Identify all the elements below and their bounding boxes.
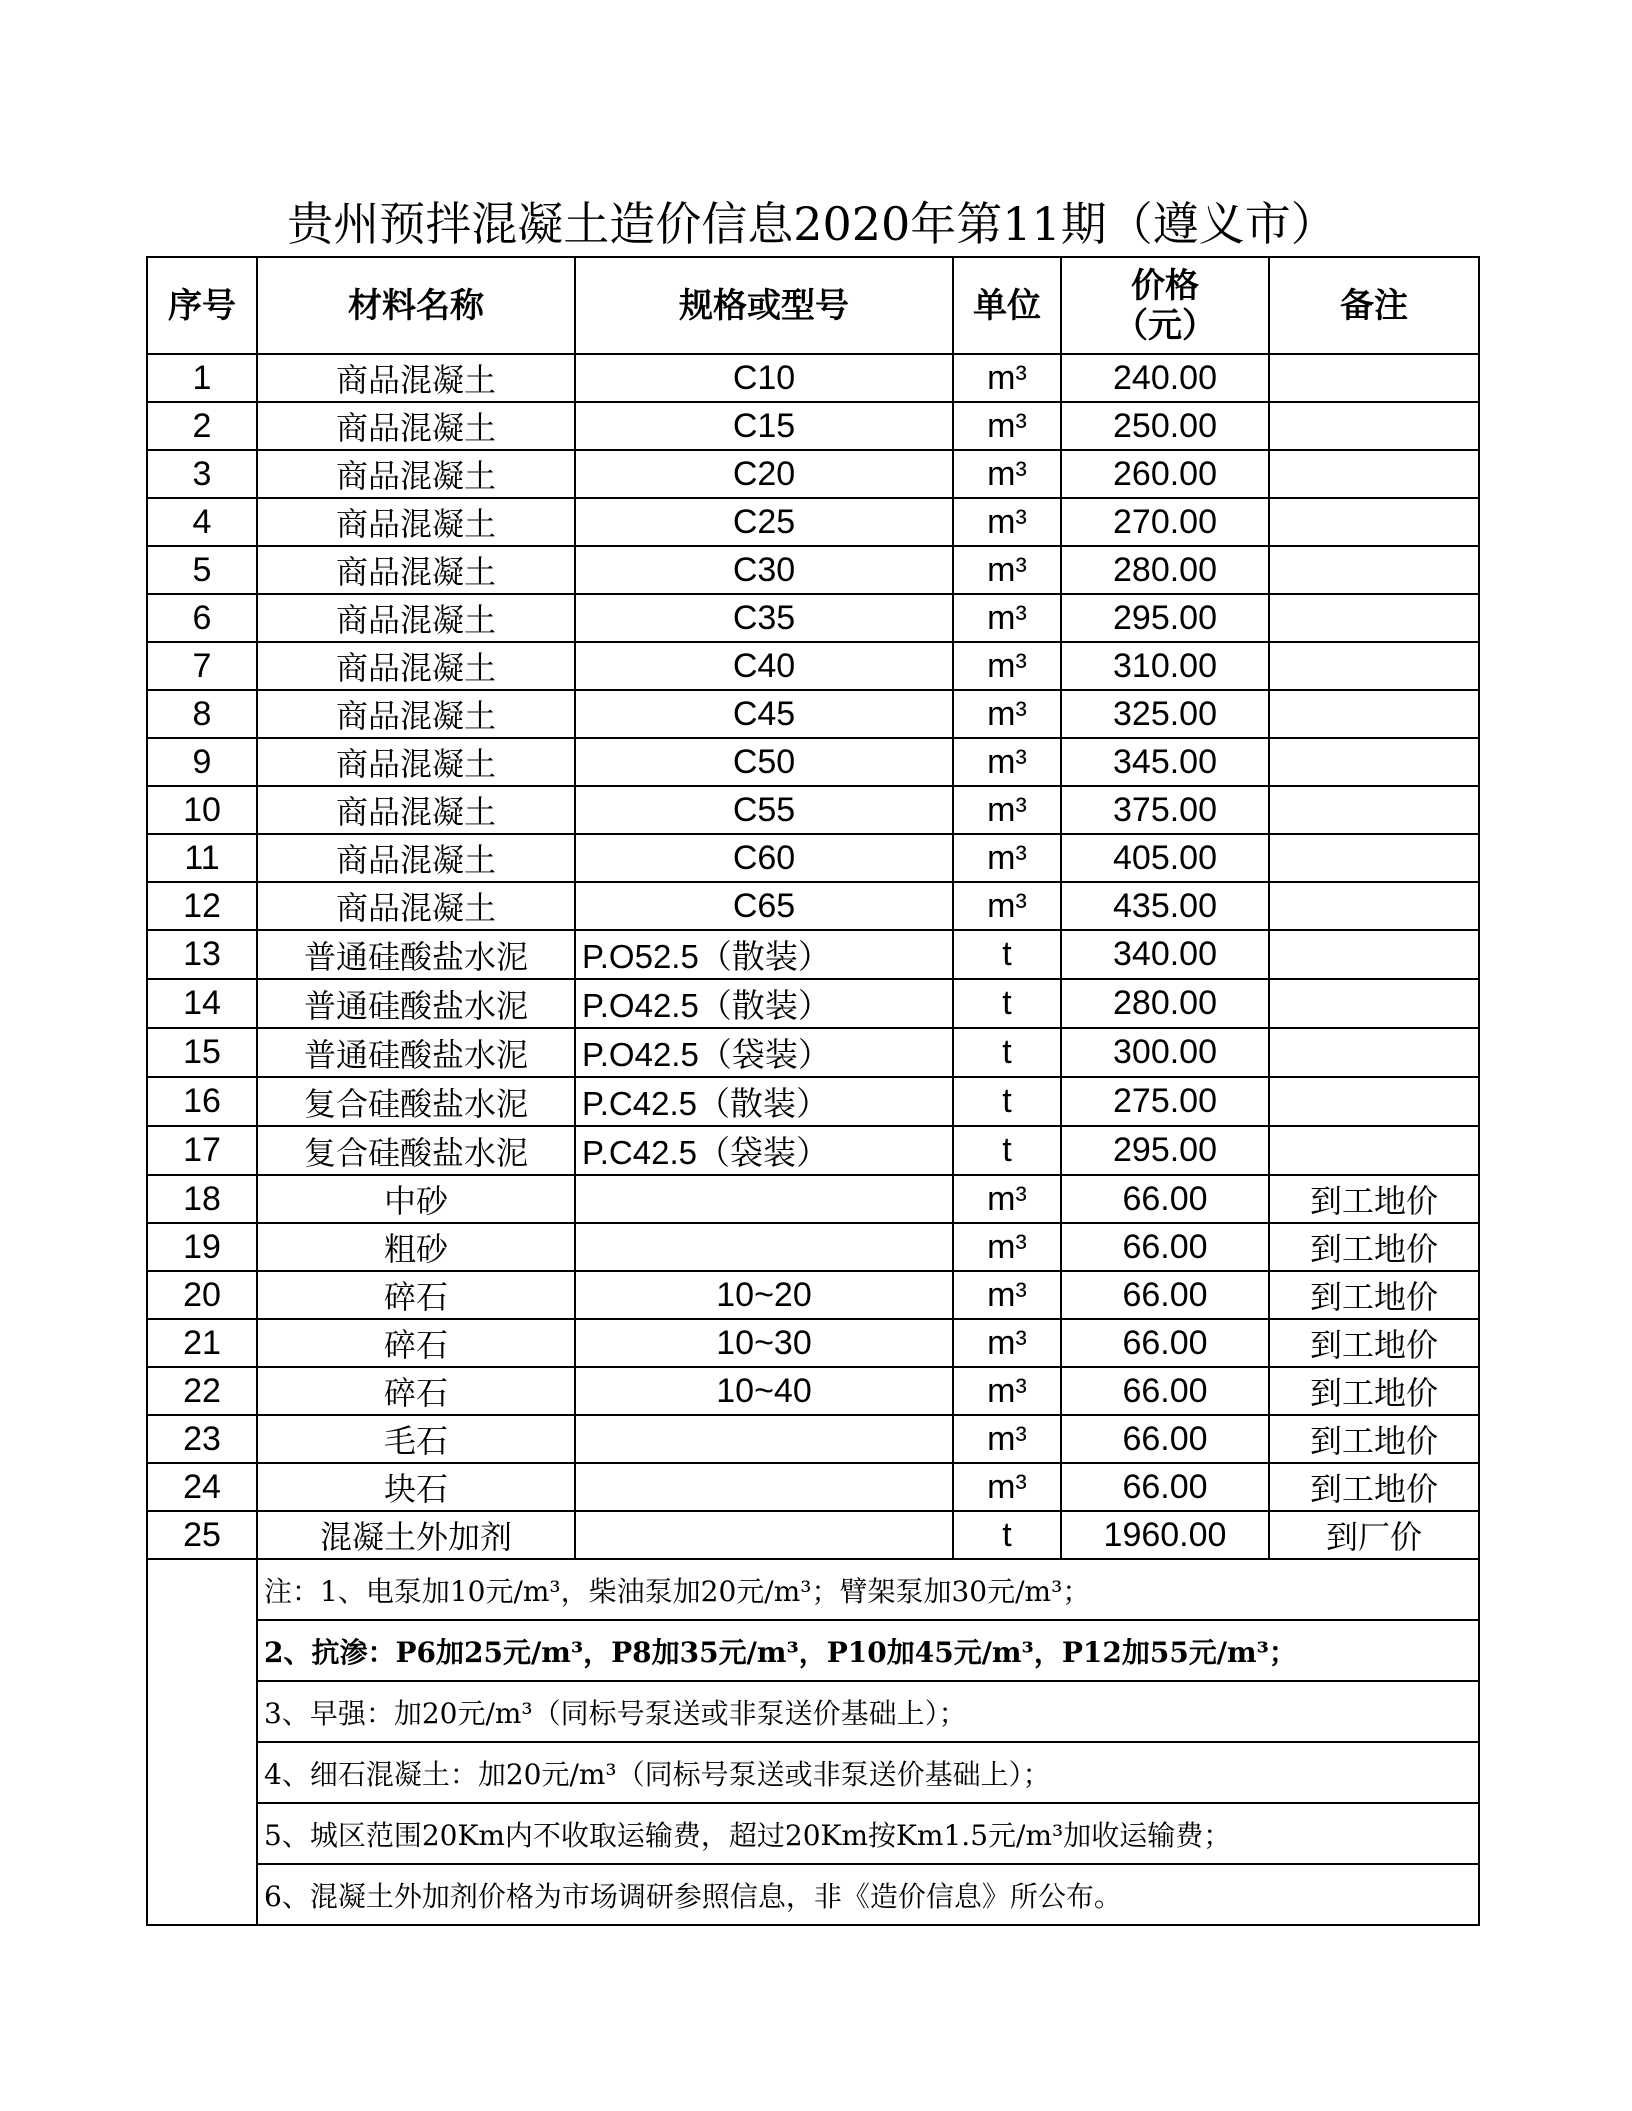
table-row xyxy=(147,1077,1479,1126)
header-remark: 备注 xyxy=(1269,257,1479,354)
cell-seq: 9 xyxy=(147,738,257,786)
header-unit: 单位 xyxy=(953,257,1061,354)
cell-spec: C50 xyxy=(575,738,953,786)
cell-remark xyxy=(1269,979,1479,1028)
cell-price: 66.00 xyxy=(1061,1319,1269,1367)
cell-name: 普通硅酸盐水泥 xyxy=(257,1028,575,1077)
cell-seq: 4 xyxy=(147,498,257,546)
cell-spec xyxy=(575,1511,953,1559)
table-body xyxy=(147,354,1479,1925)
cell-remark xyxy=(1269,1028,1479,1077)
cell-remark xyxy=(1269,738,1479,786)
table-row xyxy=(147,834,1479,882)
cell-name: 商品混凝土 xyxy=(257,690,575,738)
cell-price: 66.00 xyxy=(1061,1367,1269,1415)
cell-unit: m³ xyxy=(953,882,1061,930)
cell-price: 66.00 xyxy=(1061,1175,1269,1223)
cell-price: 66.00 xyxy=(1061,1415,1269,1463)
table-row xyxy=(147,450,1479,498)
cell-seq: 14 xyxy=(147,979,257,1028)
cell-remark xyxy=(1269,1126,1479,1175)
cell-name: 粗砂 xyxy=(257,1223,575,1271)
cell-unit: m³ xyxy=(953,594,1061,642)
cell-seq: 25 xyxy=(147,1511,257,1559)
cell-unit: m³ xyxy=(953,1415,1061,1463)
table-row xyxy=(147,1415,1479,1463)
cell-price: 260.00 xyxy=(1061,450,1269,498)
cell-seq: 2 xyxy=(147,402,257,450)
table-row xyxy=(147,594,1479,642)
cell-name: 商品混凝土 xyxy=(257,738,575,786)
cell-name: 商品混凝土 xyxy=(257,594,575,642)
cell-seq: 23 xyxy=(147,1415,257,1463)
note-row xyxy=(147,1742,1479,1803)
cell-unit: m³ xyxy=(953,834,1061,882)
cell-remark xyxy=(1269,354,1479,402)
note-row xyxy=(147,1620,1479,1681)
cell-seq: 10 xyxy=(147,786,257,834)
cell-price: 66.00 xyxy=(1061,1271,1269,1319)
cell-spec: P.C42.5（散装） xyxy=(575,1077,953,1126)
cell-spec: P.O42.5（袋装） xyxy=(575,1028,953,1077)
table-row xyxy=(147,1223,1479,1271)
cell-price: 270.00 xyxy=(1061,498,1269,546)
cell-seq: 24 xyxy=(147,1463,257,1511)
cell-unit: m³ xyxy=(953,690,1061,738)
cell-remark: 到工地价 xyxy=(1269,1223,1479,1271)
cell-unit: t xyxy=(953,930,1061,979)
note-row xyxy=(147,1681,1479,1742)
cell-spec xyxy=(575,1223,953,1271)
table-header-row xyxy=(147,257,1479,354)
cell-spec: C25 xyxy=(575,498,953,546)
table-row xyxy=(147,882,1479,930)
note-text: 4、细石混凝土：加20元/m³（同标号泵送或非泵送价基础上）； xyxy=(257,1742,1479,1803)
cell-seq: 5 xyxy=(147,546,257,594)
cell-price: 66.00 xyxy=(1061,1223,1269,1271)
cell-remark xyxy=(1269,642,1479,690)
table-row xyxy=(147,1367,1479,1415)
cell-seq: 8 xyxy=(147,690,257,738)
cell-unit: m³ xyxy=(953,738,1061,786)
table-row xyxy=(147,1319,1479,1367)
cell-unit: t xyxy=(953,979,1061,1028)
cell-spec: C10 xyxy=(575,354,953,402)
cell-spec: C45 xyxy=(575,690,953,738)
cell-unit: t xyxy=(953,1077,1061,1126)
cell-remark xyxy=(1269,594,1479,642)
cell-price: 280.00 xyxy=(1061,546,1269,594)
cell-name: 毛石 xyxy=(257,1415,575,1463)
table-row xyxy=(147,1271,1479,1319)
cell-seq: 20 xyxy=(147,1271,257,1319)
cell-seq: 16 xyxy=(147,1077,257,1126)
cell-spec: C15 xyxy=(575,402,953,450)
cell-name: 普通硅酸盐水泥 xyxy=(257,930,575,979)
header-price-line2: （元） xyxy=(1114,305,1216,346)
cell-unit: m³ xyxy=(953,1271,1061,1319)
table-row xyxy=(147,930,1479,979)
header-price xyxy=(1061,257,1269,354)
header-seq: 序号 xyxy=(147,257,257,354)
cell-seq: 18 xyxy=(147,1175,257,1223)
table-row xyxy=(147,402,1479,450)
cell-seq: 12 xyxy=(147,882,257,930)
cell-name: 混凝土外加剂 xyxy=(257,1511,575,1559)
cell-seq: 21 xyxy=(147,1319,257,1367)
cell-spec: P.O42.5（散装） xyxy=(575,979,953,1028)
cell-seq: 11 xyxy=(147,834,257,882)
table-row xyxy=(147,786,1479,834)
cell-unit: m³ xyxy=(953,786,1061,834)
cell-spec xyxy=(575,1415,953,1463)
cell-seq: 22 xyxy=(147,1367,257,1415)
table-row xyxy=(147,1463,1479,1511)
cell-spec: P.C42.5（袋装） xyxy=(575,1126,953,1175)
cell-remark xyxy=(1269,1077,1479,1126)
cell-price: 375.00 xyxy=(1061,786,1269,834)
header-name: 材料名称 xyxy=(257,257,575,354)
cell-spec: C65 xyxy=(575,882,953,930)
table-row xyxy=(147,1175,1479,1223)
cell-spec xyxy=(575,1463,953,1511)
cell-seq: 15 xyxy=(147,1028,257,1077)
cell-unit: t xyxy=(953,1028,1061,1077)
cell-seq: 17 xyxy=(147,1126,257,1175)
cell-remark xyxy=(1269,546,1479,594)
cell-unit: m³ xyxy=(953,450,1061,498)
table-row xyxy=(147,1126,1479,1175)
cell-unit: t xyxy=(953,1126,1061,1175)
cell-price: 340.00 xyxy=(1061,930,1269,979)
cell-name: 商品混凝土 xyxy=(257,882,575,930)
cell-unit: m³ xyxy=(953,1319,1061,1367)
cell-remark xyxy=(1269,930,1479,979)
cell-price: 300.00 xyxy=(1061,1028,1269,1077)
cell-unit: m³ xyxy=(953,402,1061,450)
price-table xyxy=(146,256,1480,1926)
table-row xyxy=(147,979,1479,1028)
cell-price: 240.00 xyxy=(1061,354,1269,402)
cell-name: 商品混凝土 xyxy=(257,546,575,594)
note-row xyxy=(147,1559,1479,1620)
cell-remark: 到工地价 xyxy=(1269,1463,1479,1511)
cell-unit: m³ xyxy=(953,498,1061,546)
cell-remark: 到工地价 xyxy=(1269,1367,1479,1415)
table-row xyxy=(147,546,1479,594)
cell-remark xyxy=(1269,402,1479,450)
cell-spec: 10~30 xyxy=(575,1319,953,1367)
note-row xyxy=(147,1864,1479,1925)
cell-remark xyxy=(1269,834,1479,882)
cell-remark xyxy=(1269,786,1479,834)
cell-spec: C40 xyxy=(575,642,953,690)
cell-price: 345.00 xyxy=(1061,738,1269,786)
cell-price: 295.00 xyxy=(1061,1126,1269,1175)
header-spec: 规格或型号 xyxy=(575,257,953,354)
cell-name: 复合硅酸盐水泥 xyxy=(257,1126,575,1175)
cell-name: 商品混凝土 xyxy=(257,834,575,882)
cell-unit: m³ xyxy=(953,1175,1061,1223)
cell-unit: t xyxy=(953,1511,1061,1559)
cell-unit: m³ xyxy=(953,354,1061,402)
cell-remark: 到厂价 xyxy=(1269,1511,1479,1559)
cell-spec: 10~40 xyxy=(575,1367,953,1415)
cell-spec: C30 xyxy=(575,546,953,594)
cell-seq: 1 xyxy=(147,354,257,402)
cell-price: 405.00 xyxy=(1061,834,1269,882)
table-row xyxy=(147,690,1479,738)
cell-spec: C20 xyxy=(575,450,953,498)
cell-name: 碎石 xyxy=(257,1367,575,1415)
note-text: 5、城区范围20Km内不收取运输费，超过20Km按Km1.5元/m³加收运输费； xyxy=(257,1803,1479,1864)
note-text: 6、混凝土外加剂价格为市场调研参照信息，非《造价信息》所公布。 xyxy=(257,1864,1479,1925)
note-text: 3、早强：加20元/m³（同标号泵送或非泵送价基础上）； xyxy=(257,1681,1479,1742)
note-text: 2、抗渗：P6加25元/m³，P8加35元/m³，P10加45元/m³，P12加55元/m³； xyxy=(257,1620,1479,1681)
cell-price: 325.00 xyxy=(1061,690,1269,738)
table-row xyxy=(147,498,1479,546)
cell-price: 295.00 xyxy=(1061,594,1269,642)
page-title: 贵州预拌混凝土造价信息2020年第11期（遵义市） xyxy=(287,197,1337,251)
cell-name: 商品混凝土 xyxy=(257,402,575,450)
cell-seq: 3 xyxy=(147,450,257,498)
cell-spec xyxy=(575,1175,953,1223)
table-row xyxy=(147,1028,1479,1077)
cell-price: 435.00 xyxy=(1061,882,1269,930)
cell-name: 商品混凝土 xyxy=(257,498,575,546)
cell-seq: 6 xyxy=(147,594,257,642)
cell-name: 商品混凝土 xyxy=(257,786,575,834)
cell-price: 250.00 xyxy=(1061,402,1269,450)
note-text: 注：1、电泵加10元/m³，柴油泵加20元/m³；臂架泵加30元/m³； xyxy=(257,1559,1479,1620)
cell-name: 碎石 xyxy=(257,1319,575,1367)
cell-remark xyxy=(1269,450,1479,498)
cell-price: 280.00 xyxy=(1061,979,1269,1028)
cell-seq: 19 xyxy=(147,1223,257,1271)
cell-spec: P.O52.5（散装） xyxy=(575,930,953,979)
cell-name: 商品混凝土 xyxy=(257,642,575,690)
cell-unit: m³ xyxy=(953,1463,1061,1511)
cell-spec: 10~20 xyxy=(575,1271,953,1319)
cell-price: 66.00 xyxy=(1061,1463,1269,1511)
cell-name: 商品混凝土 xyxy=(257,354,575,402)
cell-remark: 到工地价 xyxy=(1269,1271,1479,1319)
header-price-line1: 价格 xyxy=(1131,265,1199,306)
table-row xyxy=(147,354,1479,402)
cell-spec: C60 xyxy=(575,834,953,882)
cell-unit: m³ xyxy=(953,546,1061,594)
cell-remark xyxy=(1269,882,1479,930)
cell-remark: 到工地价 xyxy=(1269,1319,1479,1367)
note-row xyxy=(147,1803,1479,1864)
table-row xyxy=(147,642,1479,690)
notes-blank-cell xyxy=(147,1559,257,1925)
table-row xyxy=(147,1511,1479,1559)
cell-unit: m³ xyxy=(953,642,1061,690)
cell-remark xyxy=(1269,690,1479,738)
cell-name: 商品混凝土 xyxy=(257,450,575,498)
cell-remark: 到工地价 xyxy=(1269,1415,1479,1463)
cell-name: 中砂 xyxy=(257,1175,575,1223)
cell-name: 块石 xyxy=(257,1463,575,1511)
cell-price: 1960.00 xyxy=(1061,1511,1269,1559)
cell-remark: 到工地价 xyxy=(1269,1175,1479,1223)
cell-remark xyxy=(1269,498,1479,546)
cell-price: 310.00 xyxy=(1061,642,1269,690)
cell-seq: 7 xyxy=(147,642,257,690)
cell-seq: 13 xyxy=(147,930,257,979)
table-row xyxy=(147,738,1479,786)
cell-name: 普通硅酸盐水泥 xyxy=(257,979,575,1028)
cell-spec: C55 xyxy=(575,786,953,834)
cell-name: 复合硅酸盐水泥 xyxy=(257,1077,575,1126)
cell-unit: m³ xyxy=(953,1367,1061,1415)
cell-name: 碎石 xyxy=(257,1271,575,1319)
cell-price: 275.00 xyxy=(1061,1077,1269,1126)
cell-unit: m³ xyxy=(953,1223,1061,1271)
cell-spec: C35 xyxy=(575,594,953,642)
